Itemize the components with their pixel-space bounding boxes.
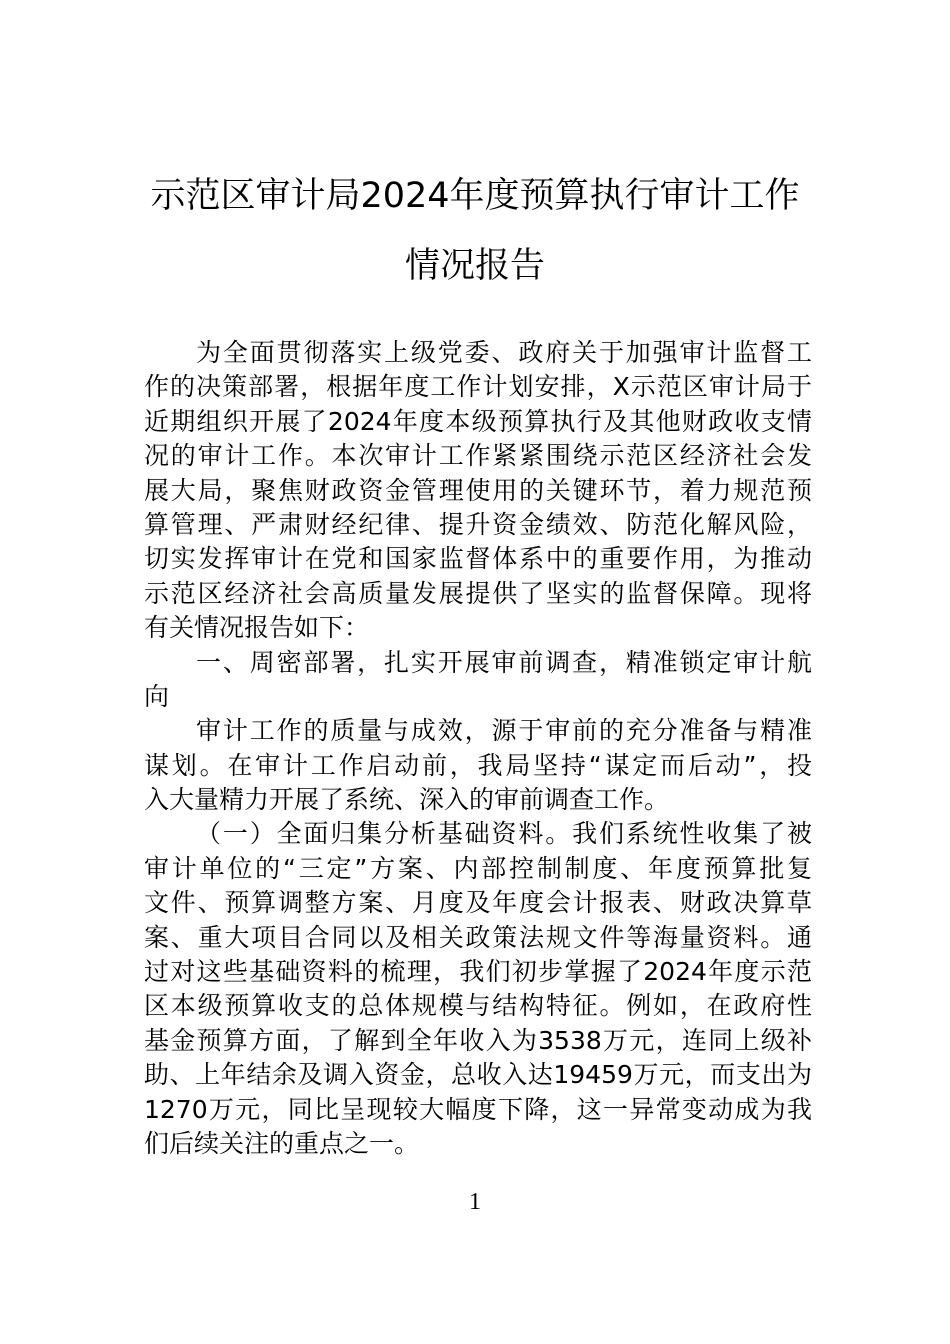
paragraph-line: 有关情况报告如下： [144,613,370,643]
document-body [144,336,812,1161]
paragraph-line: 近期组织开展了2024年度本级预算执行及其他财政收支情 [144,406,812,436]
paragraph-line: 助、上年结余及调入资金，总收入达19459万元，而支出为 [144,1060,812,1090]
paragraph-line: 展大局，聚焦财政资金管理使用的关键环节，着力规范预 [144,475,812,505]
section-heading-line: 向 [144,681,170,711]
paragraph-line: 为全面贯彻落实上级党委、政府关于加强审计监督工 [196,338,812,367]
section-heading-line: 一、周密部署，扎实开展审前调查，精准锁定审计航 [196,647,812,677]
paragraph-line: 入大量精力开展了系统、深入的审前调查工作。 [144,785,670,815]
paragraph-line: 区本级预算收支的总体规模与结构特征。例如，在政府性 [144,991,812,1021]
page-number: 1 [469,1189,481,1215]
paragraph-line: （一）全面归集分析基础资料。我们系统性收集了被 [196,819,812,849]
paragraph-line: 切实发挥审计在党和国家监督体系中的重要作用，为推动 [144,544,812,574]
document-title-line-1: 示范区审计局2024年度预算执行审计工作 [150,176,800,216]
paragraph-line: 作的决策部署，根据年度工作计划安排，X示范区审计局于 [144,372,812,402]
paragraph-line: 案、重大项目合同以及相关政策法规文件等海量资料。通 [144,922,812,952]
paragraph-line: 谋划。在审计工作启动前，我局坚持“谋定而后动”，投 [144,750,812,780]
paragraph-line: 文件、预算调整方案、月度及年度会计报表、财政决算草 [144,888,812,918]
document-title-line-2: 情况报告 [404,246,545,286]
paragraph-line: 基金预算方面，了解到全年收入为3538万元，连同上级补 [144,1025,812,1055]
paragraph-line: 1270万元，同比呈现较大幅度下降，这一异常变动成为我 [144,1094,812,1124]
paragraph-line: 况的审计工作。本次审计工作紧紧围绕示范区经济社会发 [144,441,812,471]
paragraph-line: 们后续关注的重点之一。 [144,1128,420,1158]
paragraph-line: 审计单位的“三定”方案、内部控制制度、年度预算批复 [144,853,812,883]
paragraph-line: 审计工作的质量与成效，源于审前的充分准备与精准 [196,716,812,746]
paragraph-line: 过对这些基础资料的梳理，我们初步掌握了2024年度示范 [144,957,812,987]
paragraph-line: 算管理、严肃财经纪律、提升资金绩效、防范化解风险， [144,509,812,539]
paragraph-line: 示范区经济社会高质量发展提供了坚实的监督保障。现将 [144,578,812,608]
